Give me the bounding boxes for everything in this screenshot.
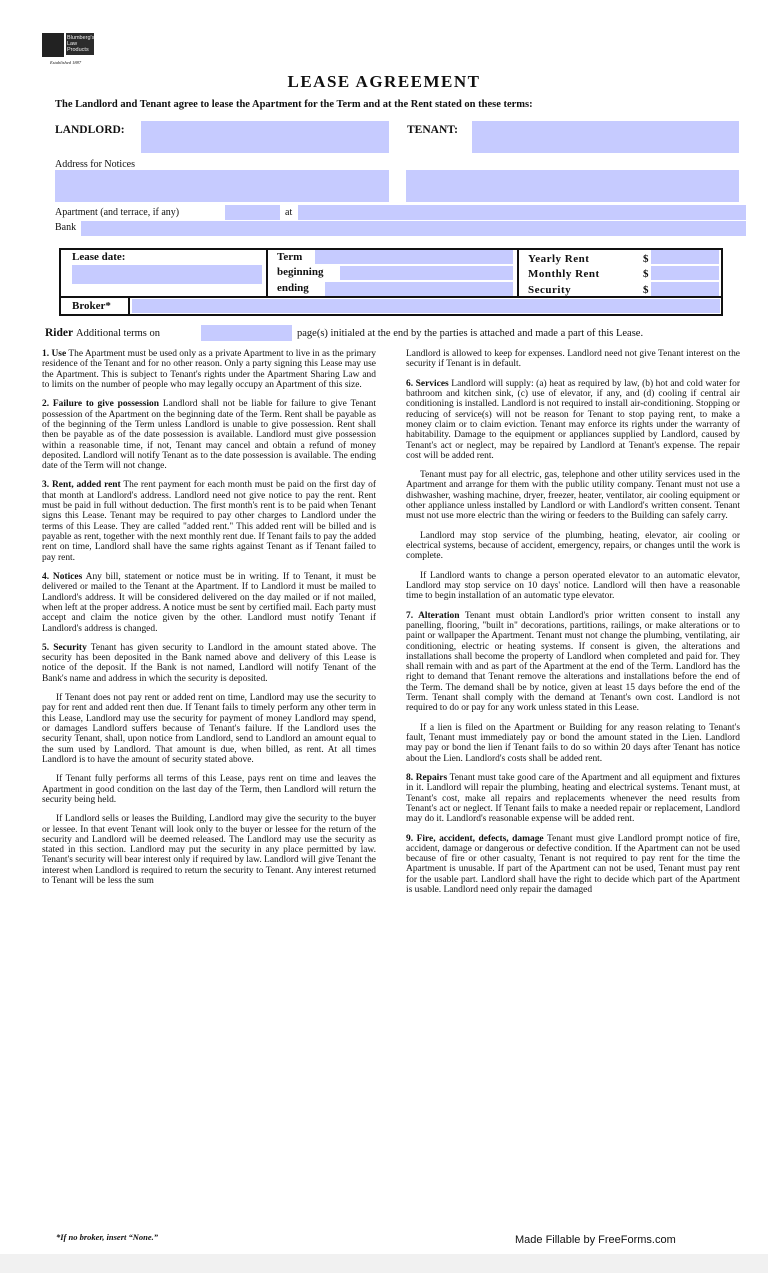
section-heading: 1. Use <box>42 349 67 359</box>
section-text: Tenant has given security to Landlord in the amount stated above. The security has been deposited in the Bank named above and delivery of this Lease is notice of the deposit. If the Bank is not named, Landlord will notify Tenant of the Bank's name and address in which the security is deposited. <box>42 642 376 684</box>
made-fillable-credit: Made Fillable by FreeForms.com <box>515 1234 676 1246</box>
section-heading: 3. Rent, added rent <box>42 480 121 491</box>
ending-label: ending <box>277 282 309 294</box>
at-label: at <box>285 207 293 218</box>
bottom-band <box>0 1254 768 1273</box>
section-text: Tenant must obtain Landlord's prior written consent to install any panelling, flooring, "built in" decorations, partitions, railings, or make alterations or to paint or wallpaper the Apartment. Tenant must not change the plumbing, ventilating, air conditioning, electric or heating systems. If consent is given, the alterations and installations shall become the property of Landlord when completed and paid for. They shall remain with and as part of the Apartment at the end of the Term. Landlord has the right to demand that Tenant remove the alterations and installations before the end of the Term. The demand shall be by notice, given at least 15 days before the end of the Term. Tenant shall comply with the demand at Tenant's own cost. Landlord is not required to do or pay for any work unless stated in this Lease. <box>406 610 740 714</box>
section-paragraph <box>42 399 376 471</box>
section-paragraph <box>406 531 740 562</box>
section-text: Any bill, statement or notice must be in writing. If to Tenant, it must be delivered or mailed to the Tenant at the Apartment. If to Landlord it must be mailed to Landlord's address. It will be considered delivered on the day mailed or if not mailed, when left at the proper address. A notice must be sent by certified mail. Each party must accept and claim the notice given by the other. Landlord must notify Tenant if Landlord's address is changed. <box>42 571 376 634</box>
section-text: Landlord shall not be liable for failure to give Tenant possession of the Apartment on the beginning date of the Term. Rent shall be payable as of the beginning of the Term unless Landlord is unable to give possession. Rent shall then be payable as of the date possession is available. Landlord must give possession within a reasonable time, if not, Tenant may cancel and obtain a refund of money deposited. Landlord will notify Tenant as to the date possession is available. The ending date of the Term will not change. <box>42 399 376 472</box>
section-paragraph <box>42 349 376 390</box>
section-text: Landlord is allowed to keep for expenses. Landlord need not give Tenant interest on the security if Tenant is in default. <box>406 349 740 370</box>
yearly-rent-field[interactable] <box>651 250 719 264</box>
section-paragraph <box>42 693 376 765</box>
rider-pages-field[interactable] <box>201 325 292 341</box>
rider-label: Rider <box>45 327 74 339</box>
section-heading: 9. Fire, accident, defects, damage <box>406 833 544 844</box>
address-label: Address for Notices <box>55 159 135 170</box>
landlord-label: LANDLORD: <box>55 124 125 136</box>
term-label: Term <box>277 251 303 263</box>
dollar-sign: $ <box>643 284 649 296</box>
logo-mark <box>42 33 64 57</box>
dollar-sign: $ <box>643 253 649 265</box>
section-heading: 2. Failure to give possession <box>42 399 160 410</box>
section-text: Landlord may stop service of the plumbing, heating, elevator, air cooling or electrical systems, because of accident, emergency, repairs, or changes until the work is complete. <box>406 530 740 562</box>
section-paragraph <box>42 774 376 805</box>
broker-label: Broker* <box>72 300 111 312</box>
tenant-field[interactable] <box>472 121 739 153</box>
tenant-label: TENANT: <box>407 124 458 136</box>
lease-date-field[interactable] <box>72 265 262 284</box>
section-text: Tenant must give Landlord prompt notice of fire, accident, damage or dangerous or defective condition. If the Apartment can not be used because of fire or other casualty, Tenant is not required to pay rent for the time the Apartment is unusable. If part of the Apartment can not be used, Tenant must pay rent for the usable part. Landlord shall have the right to decide which part of the Apartment is usable. Landlord need only repair the damaged <box>406 833 740 896</box>
section-text: Tenant must pay for all electric, gas, telephone and other utility services used in the Apartment and arrange for them with the public utility company. Tenant must not use a dishwasher, washing machine, dryer, freezer, heater, ventilator, air cooling equipment or other appliance unless installed by Landlord or with Landlord's written consent. Tenant must not use more electric than the wiring or feeders to the Building can safely carry. <box>406 470 740 522</box>
page-title: LEASE AGREEMENT <box>287 72 481 91</box>
section-paragraph <box>406 349 740 370</box>
security-label: Security <box>528 284 572 296</box>
section-text: If a lien is filed on the Apartment or Building for any reason relating to Tenant's fault, Tenant must immediately pay or bond the amount stated in the Lien. Landlord may pay or bond the lien if Tenant fails to do so within 20 days after Tenant has notice about the Lien. Landlord's costs shall be added rent. <box>406 722 740 764</box>
apartment-address-field[interactable] <box>298 205 746 220</box>
section-heading: 4. Notices <box>42 571 83 582</box>
lease-date-label: Lease date: <box>72 251 126 263</box>
divider <box>128 296 130 316</box>
ending-field[interactable] <box>325 282 513 296</box>
logo-line1: Blumberg's <box>67 35 95 41</box>
divider <box>517 248 519 298</box>
section-paragraph <box>406 571 740 602</box>
yearly-rent-label: Yearly Rent <box>528 253 590 265</box>
section-text: The Apartment must be used only as a private Apartment to live in as the primary residence of the Tenant and for no other reason. Only a party signing this Lease may use the Apartment. This is subject to Tenant's rights under the Apartment Sharing Law and to limits on the number of people who may legally occupy an Apartment of this size. <box>42 349 376 390</box>
left-column <box>42 349 376 895</box>
section-heading: 5. Security <box>42 642 87 653</box>
section-paragraph <box>406 379 740 462</box>
broker-footnote: *If no broker, insert “None.” <box>56 1232 159 1242</box>
section-paragraph <box>406 470 740 522</box>
section-heading: 6. Services <box>406 378 449 389</box>
logo-line2: Law Products <box>67 41 89 53</box>
rider-text-a: Additional terms on <box>75 328 160 339</box>
section-paragraph <box>42 480 376 563</box>
logo-established: Established 1887 <box>50 60 82 65</box>
section-paragraph <box>406 611 740 714</box>
section-text: The rent payment for each month must be paid on the first day of that month at Landlord's address. Landlord need not give notice to pay the rent. Rent must be paid in full without deduction. The first month's rent is to be paid when Tenant signs this Lease. Tenant may be required to pay other charges to Landlord under the terms of this Lease. They are called "added rent." This added rent will be billed and is payable as rent, together with the next monthly rent due. If Tenant fails to pay the added rent on time, Landlord shall have the same rights against Tenant as if Tenant failed to pay rent. <box>42 480 376 563</box>
section-text: Tenant must take good care of the Apartment and all equipment and fixtures in it. Landlord will repair the plumbing, heating and electrical systems. Tenant must, at Tenant's cost, make all repairs and replacements whenever the need results from Tenant's act or neglect. If Tenant fails to make a needed repair or replacement, Landlord may do it. Landlord's reasonable expense will be added rent. <box>406 772 740 825</box>
section-paragraph <box>42 814 376 886</box>
beginning-label: beginning <box>277 266 324 278</box>
monthly-rent-field[interactable] <box>651 266 719 280</box>
section-text: If Tenant does not pay rent or added rent on time, Landlord may use the security to pay for rent and added rent then due. If Tenant fails to timely perform any other term in this Lease, Landlord may use the security for payment of money Landlord may spend, or damages Landlord suffers because of Tenant's failure. If the Landlord uses the security Tenant, shall, upon notice from Landlord, send to Landlord an amount equal to the sum used by Landlord. That amount is due, when billed, as rent. At all times Landlord is to have the amount of security stated above. <box>42 693 376 765</box>
right-column <box>406 349 740 904</box>
apartment-label: Apartment (and terrace, if any) <box>55 207 180 218</box>
section-text: If Landlord wants to change a person operated elevator to an automatic elevator, Landlord may stop service on 10 days' notice. Landlord will then have a reasonable time to begin installation of an automatic type elevator. <box>406 570 740 602</box>
section-heading: 8. Repairs <box>406 772 448 783</box>
beginning-field[interactable] <box>340 266 513 280</box>
term-field[interactable] <box>315 250 513 264</box>
section-paragraph <box>406 834 740 896</box>
section-paragraph <box>42 643 376 684</box>
landlord-field[interactable] <box>141 121 389 153</box>
section-text: Landlord will supply: (a) heat as required by law, (b) hot and cold water for bathroom and kitchen sink, (c) use of elevator, if any, and (d) cooling if central air conditioning is installed. Landlord is not required to install air-conditioning. Stopping or reducing of service(s) will not be reason for Tenant to stop paying rent, to make a money claim or to claim eviction. Tenant may enforce its rights under the warranty of habitability. Damage to the equipment or appliances supplied by Landlord, caused by Tenant's act or neglect, may be repaired by Landlord at Tenant's expense. The repair cost will be added rent. <box>406 378 741 461</box>
monthly-rent-label: Monthly Rent <box>528 268 600 280</box>
dollar-sign: $ <box>643 268 649 280</box>
bank-field[interactable] <box>81 221 746 236</box>
section-paragraph <box>42 572 376 634</box>
section-heading: 7. Alteration <box>406 610 460 621</box>
section-text: If Landlord sells or leases the Building, Landlord may give the security to the buyer or lessee. In that event Tenant will look only to the buyer or lessee for the return of the security and Landlord will be deemed released. The Landlord may use the security as stated in this section. Landlord may put the security in any place permitted by law. Tenant's security will bear interest only if required by law. Landlord will give Tenant the interest when Landlord is required to return the security to Tenant. Any interest returned to Tenant will be less the sum <box>42 814 376 887</box>
section-paragraph <box>406 723 740 764</box>
broker-field[interactable] <box>132 299 720 313</box>
tenant-address-field[interactable] <box>406 170 739 202</box>
section-text: If Tenant fully performs all terms of this Lease, pays rent on time and leaves the Apartment in good condition on the last day of the Term, then Landlord will return the security being held. <box>42 774 376 805</box>
landlord-address-field[interactable] <box>55 170 389 202</box>
bank-label: Bank <box>55 222 77 233</box>
page-subtitle: The Landlord and Tenant agree to lease the Apartment for the Term and at the Rent stated on these terms: <box>55 99 533 110</box>
apartment-field[interactable] <box>225 205 280 220</box>
rider-line <box>45 327 160 339</box>
logo <box>66 33 94 55</box>
security-field[interactable] <box>651 282 719 296</box>
divider <box>266 248 268 298</box>
rider-text-b: page(s) initialed at the end by the parties is attached and made a part of this Lease. <box>297 328 644 339</box>
section-paragraph <box>406 773 740 825</box>
